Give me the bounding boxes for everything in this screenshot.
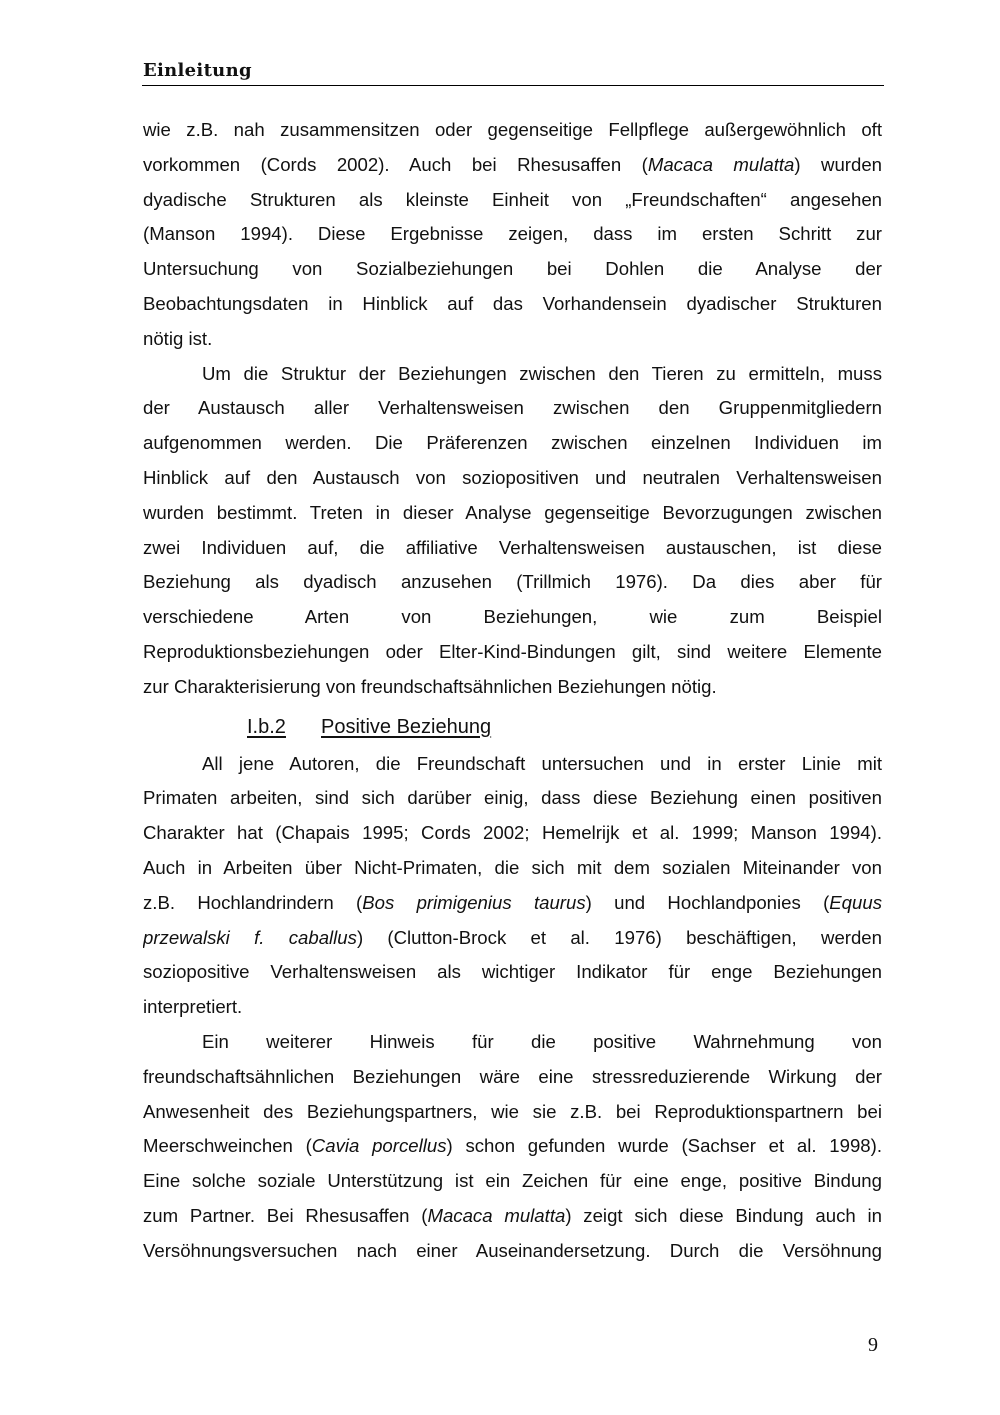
section-number-text: I.b.2 [247, 715, 286, 738]
text-line: interpretiert. [143, 996, 243, 1018]
paragraph [143, 1025, 882, 1269]
text-line: nötig ist. [143, 327, 213, 349]
species-name: przewalski f. caballus [143, 926, 357, 948]
text-span: ) wurden [794, 153, 882, 175]
text-line: Eine solche soziale Unterstützung ist ein Zeichen für eine enge, positive Bindung [143, 1170, 882, 1192]
text-line: Primaten arbeiten, sind sich darüber einig, dass diese Beziehung einen positiven [143, 787, 882, 809]
text-line: Charakter hat (Chapais 1995; Cords 2002; Hemelrijk et al. 1999; Manson 1994). [143, 822, 882, 844]
text-span: vorkommen (Cords 2002). Auch bei Rhesusaffen ( [143, 153, 648, 175]
text-line: zwei Individuen auf, die affiliative Verhaltensweisen austauschen, ist diese [143, 536, 882, 558]
text-span: ) schon gefunden wurde (Sachser et al. 1998). [446, 1135, 882, 1157]
species-name: Cavia porcellus [311, 1135, 447, 1157]
text-line [143, 1199, 882, 1234]
text-span: z.B. Hochlandrindern ( [143, 891, 363, 913]
species-name: Equus [829, 891, 882, 913]
text-line: Auch in Arbeiten über Nicht-Primaten, die sich mit dem sozialen Miteinander von [143, 856, 882, 878]
text-span: ) zeigt sich diese Bindung auch in [565, 1204, 882, 1226]
section-number [247, 705, 321, 749]
section-heading [143, 705, 882, 747]
text-line: Beobachtungsdaten in Hinblick auf das Vorhandensein dyadischer Strukturen [143, 292, 882, 314]
text-line: Anwesenheit des Beziehungspartners, wie sie z.B. bei Reproduktionspartnern bei [143, 1100, 882, 1122]
text-line: der Austausch aller Verhaltensweisen zwischen den Gruppenmitgliedern [143, 397, 882, 419]
section-title: Positive Beziehung [321, 715, 492, 738]
body-text [143, 113, 882, 1269]
text-span: ) (Clutton-Brock et al. 1976) beschäftigen, werden [356, 926, 882, 948]
text-line: soziopositive Verhaltensweisen als wichtiger Indikator für enge Beziehungen [143, 961, 882, 983]
text-line: zur Charakterisierung von freundschaftsähnlichen Beziehungen nötig. [143, 675, 717, 697]
species-name: Macaca mulatta [427, 1204, 566, 1226]
paragraph [143, 113, 882, 357]
text-line [143, 1129, 882, 1164]
text-line: Versöhnungsversuchen nach einer Auseinandersetzung. Durch die Versöhnung [143, 1239, 882, 1261]
text-line: wurden bestimmt. Treten in dieser Analyse gegenseitige Bevorzugungen zwischen [143, 501, 882, 523]
page-number: 9 [868, 1334, 878, 1356]
text-line: Beziehung als dyadisch anzusehen (Trillmich 1976). Da dies aber für [143, 571, 882, 593]
text-span: ) und Hochlandponies ( [585, 891, 830, 913]
text-line: (Manson 1994). Diese Ergebnisse zeigen, dass im ersten Schritt zur [143, 223, 882, 245]
text-line [143, 148, 882, 183]
text-line [143, 921, 882, 956]
text-span: zum Partner. Bei Rhesusaffen ( [143, 1204, 428, 1226]
text-line: aufgenommen werden. Die Präferenzen zwischen einzelnen Individuen im [143, 432, 882, 454]
species-name: Macaca mulatta [647, 153, 795, 175]
paragraph [143, 747, 882, 1025]
paragraph [143, 357, 882, 705]
text-line: Reproduktionsbeziehungen oder Elter-Kind-Bindungen gilt, sind weitere Elemente [143, 640, 882, 662]
text-line: verschiedene Arten von Beziehungen, wie zum Beispiel [143, 606, 882, 628]
species-name: Bos primigenius taurus [362, 891, 586, 913]
text-line: dyadische Strukturen als kleinste Einheit von „Freundschaften“ angesehen [143, 188, 882, 210]
text-line: Um die Struktur der Beziehungen zwischen den Tieren zu ermitteln, muss [202, 362, 882, 384]
text-line: Untersuchung von Sozialbeziehungen bei Dohlen die Analyse der [143, 258, 882, 280]
text-line: wie z.B. nah zusammensitzen oder gegenseitige Fellpflege außergewöhnlich oft [143, 119, 882, 140]
text-span: Meerschweinchen ( [143, 1135, 312, 1157]
chapter-title: Einleitung [143, 60, 252, 81]
text-line: freundschaftsähnlichen Beziehungen wäre eine stressreduzierende Wirkung der [143, 1065, 882, 1087]
text-line: All jene Autoren, die Freundschaft untersuchen und in erster Linie mit [202, 752, 882, 774]
text-line [143, 886, 882, 921]
running-header [142, 58, 884, 86]
text-line: Ein weiterer Hinweis für die positive Wahrnehmung von [202, 1030, 882, 1052]
text-line: Hinblick auf den Austausch von soziopositiven und neutralen Verhaltensweisen [143, 466, 882, 488]
